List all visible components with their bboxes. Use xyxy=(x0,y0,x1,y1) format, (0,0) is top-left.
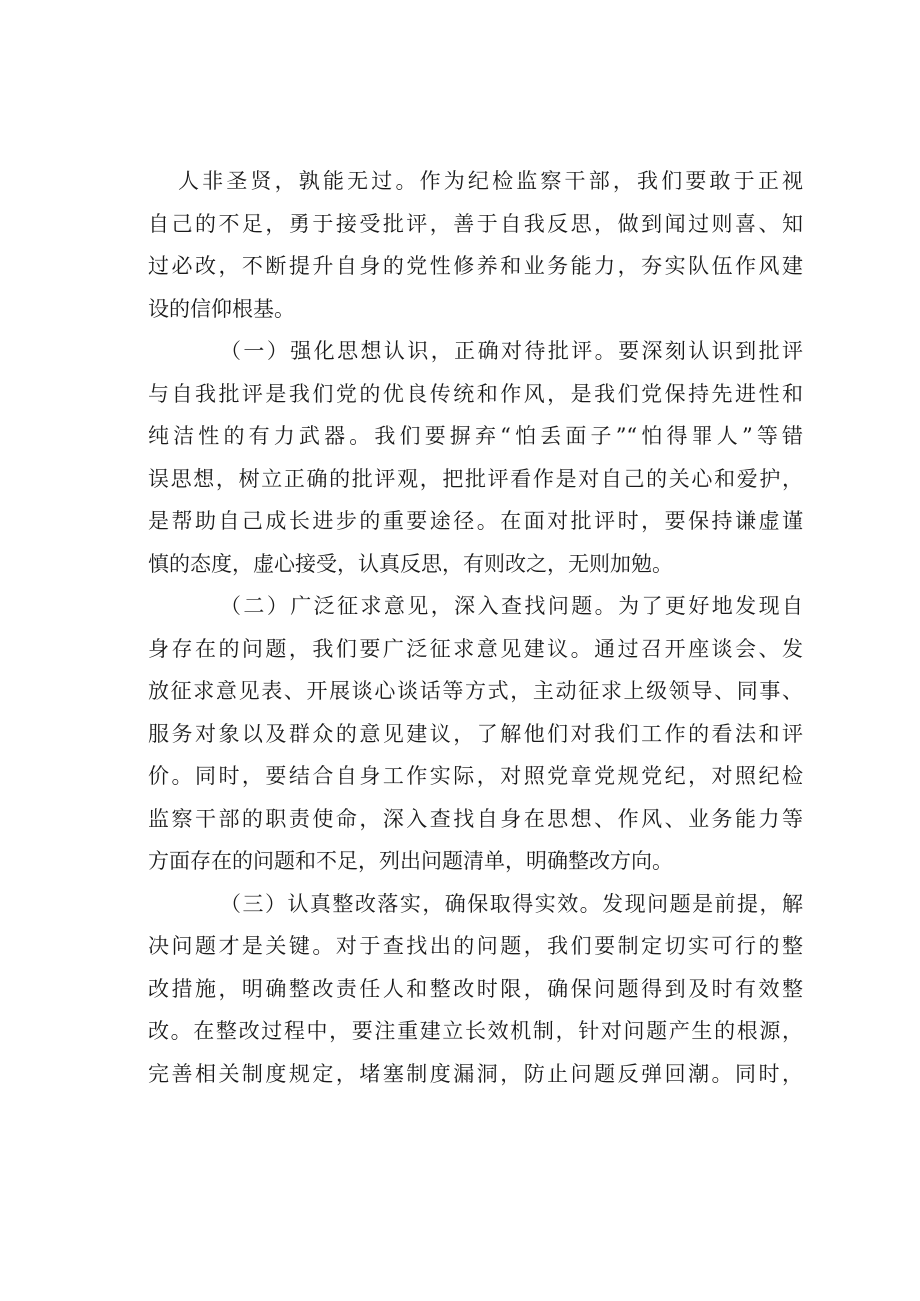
paragraph-line: 纯洁性的有力武器。我们要摒弃“怕丢面子”“怕得罪人”等错 xyxy=(148,424,803,448)
paragraph-line: 设的信仰根基。 xyxy=(148,296,295,321)
paragraph-line: 决问题才是关键。对于查找出的问题，我们要制定切实可行的整 xyxy=(148,934,803,958)
paragraph-section-3 xyxy=(148,883,803,1096)
paragraph-line: 完善相关制度规定，堵塞制度漏洞，防止问题反弹回潮。同时， xyxy=(148,1061,803,1086)
paragraph-line: 与自我批评是我们党的优良传统和作风，是我们党保持先进性和 xyxy=(148,381,803,406)
paragraph-line: 是帮助自己成长进步的重要途径。在面对批评时，要保持谦虚谨 xyxy=(148,509,803,533)
section-heading-line: （二）广泛征求意见，深入查找问题。为了更好地发现自 xyxy=(220,594,803,618)
paragraph-intro xyxy=(148,160,803,330)
paragraph-line: 人非圣贤，孰能无过。作为纪检监察干部，我们要敢于正视 xyxy=(178,169,803,193)
paragraph-line: 自己的不足，勇于接受批评，善于自我反思，做到闻过则喜、知 xyxy=(148,211,803,236)
paragraph-line: 放征求意见表、开展谈心谈话等方式，主动征求上级领导、同事、 xyxy=(148,679,803,703)
section-heading-line: （一）强化思想认识，正确对待批评。要深刻认识到批评 xyxy=(220,339,803,363)
paragraph-line: 价。同时，要结合自身工作实际，对照党章党规党纪，对照纪检 xyxy=(148,764,803,788)
paragraph-line: 误思想，树立正确的批评观，把批评看作是对自己的关心和爱护， xyxy=(148,466,803,491)
paragraph-line: 改措施，明确整改责任人和整改时限，确保问题得到及时有效整 xyxy=(148,976,803,1001)
paragraph-line: 慎的态度，虚心接受，认真反思，有则改之，无则加勉。 xyxy=(148,551,673,576)
paragraph-section-2 xyxy=(148,585,803,883)
paragraph-line: 服务对象以及群众的意见建议，了解他们对我们工作的看法和评 xyxy=(148,721,803,746)
paragraph-line: 监察干部的职责使命，深入查找自身在思想、作风、业务能力等 xyxy=(148,806,803,831)
paragraph-section-1 xyxy=(148,330,803,585)
paragraph-line: 过必改，不断提升自身的党性修养和业务能力，夯实队伍作风建 xyxy=(148,254,803,278)
paragraph-line: 方面存在的问题和不足，列出问题清单，明确整改方向。 xyxy=(148,849,673,873)
paragraph-line: 身存在的问题，我们要广泛征求意见建议。通过召开座谈会、发 xyxy=(148,636,803,661)
paragraph-line: 改。在整改过程中，要注重建立长效机制，针对问题产生的根源， xyxy=(148,1019,803,1043)
document-body xyxy=(148,160,803,1095)
section-heading-line: （三）认真整改落实，确保取得实效。发现问题是前提，解 xyxy=(220,891,803,916)
